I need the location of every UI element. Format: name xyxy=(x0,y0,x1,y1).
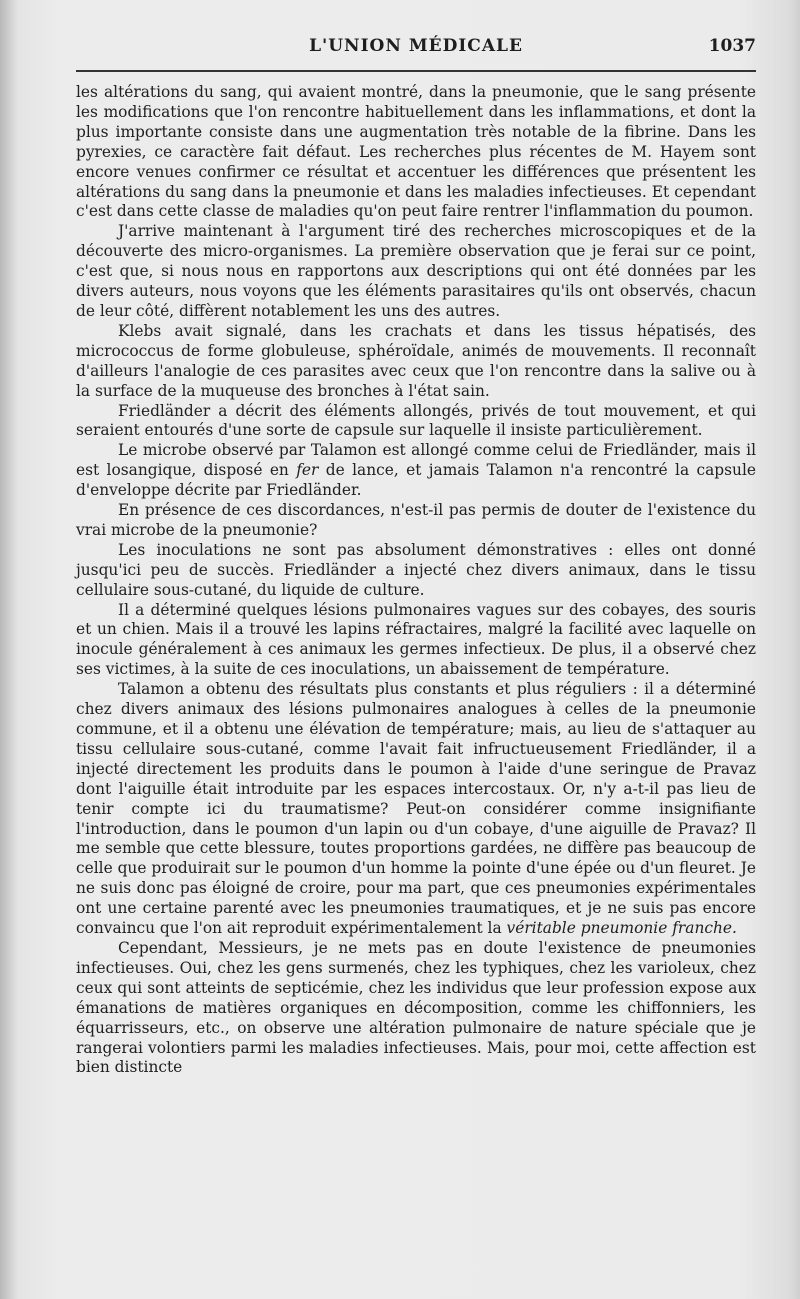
paragraph: Les inoculations ne sont pas absolument démonstratives : elles ont donné jusqu'ici peu de succès. Friedländer a injecté chez divers animaux, dans le tissu cellulaire sous-cutané, du liquide de culture. xyxy=(76,540,756,599)
page-number: 1037 xyxy=(708,36,756,56)
paragraph: Friedländer a décrit des éléments allongés, privés de tout mouvement, et qui seraient entourés d'une sorte de capsule sur laquelle il insiste particulièrement. xyxy=(76,401,756,440)
page-header xyxy=(76,36,756,64)
paragraph: J'arrive maintenant à l'argument tiré des recherches microscopiques et de la découverte des micro-organismes. La première observation que je ferai sur ce point, c'est que, si nous nous en rapportons aux descriptions qui ont été données par les divers auteurs, nous voyons que les éléments parasitaires qu'ils ont observés, chacun de leur côté, diffèrent notablement les uns des autres. xyxy=(76,222,756,320)
italic-word: fer xyxy=(296,461,319,480)
paragraph xyxy=(76,441,756,501)
paragraph-text: Le microbe observé par Talamon est allongé comme celui de Friedländer, mais il est losangique, disposé en xyxy=(76,441,756,480)
running-title: L'UNION MÉDICALE xyxy=(309,36,523,56)
paragraph: Cependant, Messieurs, je ne mets pas en doute l'existence de pneumonies infectieuses. Oui, chez les gens surmenés, chez les typhiques, chez les varioleux, chez ceux qui sont atteints de septicémie, chez les individus que leur profession expose aux émanations de matières organiques en décomposition, comme les chiffonniers, les équarrisseurs, etc., on observe une altération pulmonaire de nature spéciale que je rangerai volontiers parmi les maladies infectieuses. Mais, pour moi, cette affection est bien distincte xyxy=(76,938,756,1077)
italic-phrase: véritable pneumonie franche. xyxy=(506,919,737,938)
paragraph xyxy=(76,680,756,939)
paragraph: En présence de ces discordances, n'est-il pas permis de douter de l'existence du vrai microbe de la pneumonie? xyxy=(76,501,756,539)
paragraph: Klebs avait signalé, dans les crachats et dans les tissus hépatisés, des micrococcus de forme globuleuse, sphéroïdale, animés de mouvements. Il reconnaît d'ailleurs l'analogie de ces parasites avec ceux que l'on rencontre dans la salive ou à la surface de la muqueuse des bronches à l'état sain. xyxy=(76,321,756,400)
body-text xyxy=(76,83,756,1078)
paragraph-text: de lance, et jamais Talamon n'a rencontré la capsule d'enveloppe décrite par Friedländer. xyxy=(76,461,756,500)
paragraph: Il a déterminé quelques lésions pulmonaires vagues sur des cobayes, des souris et un chien. Mais il a trouvé les lapins réfractaires, malgré la facilité avec laquelle on inocule généralement à ces animaux les germes infectieux. De plus, il a observé chez ses victimes, à la suite de ces inoculations, un abaissement de température. xyxy=(76,600,756,679)
paragraph-text: Talamon a obtenu des résultats plus constants et plus réguliers : il a déterminé chez divers animaux des lésions pulmonaires analogues à celles de la pneumonie commune, et il a obtenu une élévation de température; mais, au lieu de s'attaquer au tissu cellulaire sous-cutané, comme l'avait fait infructueusement Friedländer, il a injecté directement les produits dans le poumon à l'aide d'une seringue de Pravaz dont l'aiguille était introduite par les espaces intercostaux. Or, n'y a-t-il pas lieu de tenir compte ici du traumatisme? Peut-on considérer comme insignifiante l'introduction, dans le poumon d'un lapin ou d'un cobaye, d'une aiguille de Pravaz? Il me semble que cette blessure, toutes proportions gardées, ne diffère pas beaucoup de celle que produirait sur le poumon d'un homme la pointe d'une épée ou d'un fleuret. Je ne suis donc pas éloigné de croire, pour ma part, que ces pneumonies expérimentales ont une certaine parenté avec les pneumonies traumatiques, et je ne suis pas encore convaincu que l'on ait reproduit expérimentalement la xyxy=(76,680,756,938)
paragraph: les altérations du sang, qui avaient montré, dans la pneumonie, que le sang présente les modifications que l'on rencontre habituellement dans les inflammations, et dont la plus importante consiste dans une augmentation très notable de la fibrine. Dans les pyrexies, ce caractère fait défaut. Les recherches plus récentes de M. Hayem sont encore venues confirmer ce résultat et accentuer les différences que présentent les altérations du sang dans la pneumonie et dans les maladies infectieuses. Et cependant c'est dans cette classe de maladies qu'on peut faire rentrer l'inflammation du poumon. xyxy=(76,83,756,221)
header-rule xyxy=(76,70,756,72)
